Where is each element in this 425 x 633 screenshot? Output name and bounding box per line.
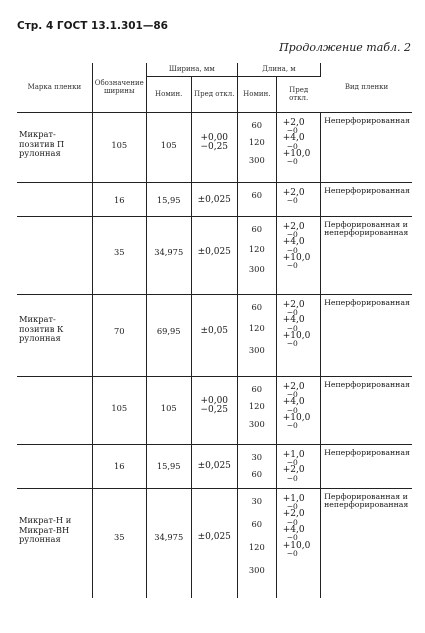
length-tol-value: +10,0 [282, 540, 311, 551]
cell-mark: Микрат-позитив К рулонная [17, 294, 92, 376]
length-tol-value: −0 [286, 473, 298, 483]
cell-width-nom: 15,95 [146, 444, 191, 488]
cell-type: Неперфорированная [321, 112, 412, 182]
cell-mark [17, 376, 92, 444]
length-value: 60 [251, 469, 263, 480]
cell-width-tol [191, 444, 237, 488]
col-type: Вид пленки [321, 63, 412, 112]
width-tol-value: ±0,025 [197, 461, 231, 472]
length-tol-value: +2,0 [282, 381, 305, 392]
width-tol-value: +0,00 [200, 395, 229, 406]
col-mark: Марка пленки [17, 63, 92, 112]
cell-length-tol [276, 182, 320, 216]
cell-mark [17, 444, 92, 488]
length-tol-value: −0 [286, 323, 298, 333]
cell-mark [17, 216, 92, 294]
length-tol-value: +2,0 [282, 187, 305, 198]
table-row [17, 376, 412, 444]
cell-type: Неперфорированная [321, 294, 412, 376]
length-tol-value: +4,0 [282, 237, 305, 248]
length-value: 60 [251, 383, 263, 394]
length-tol-value: −0 [286, 196, 298, 206]
length-value: 60 [251, 301, 263, 312]
length-tol-value: −0 [286, 458, 298, 468]
width-tol-value: ±0,025 [197, 531, 231, 542]
cell-code: 105 [92, 112, 146, 182]
length-tol-value: −0 [286, 339, 298, 349]
length-tol-value: −0 [286, 157, 298, 167]
cell-mark [17, 182, 92, 216]
cell-width-tol [191, 182, 237, 216]
cell-length-tol [276, 112, 320, 182]
length-value: 120 [248, 243, 265, 254]
length-tol-value: +2,0 [282, 509, 305, 520]
width-tol-value: −0,25 [200, 404, 229, 415]
cell-type: Неперфорированная [321, 444, 412, 488]
width-tol-value: +0,00 [200, 132, 229, 143]
cell-code: 16 [92, 444, 146, 488]
length-value: 60 [251, 189, 263, 200]
cell-width-nom: 69,95 [146, 294, 191, 376]
length-tol-value: −0 [286, 141, 298, 151]
length-value: 120 [248, 323, 265, 334]
cell-code: 35 [92, 488, 146, 598]
length-tol-value: +10,0 [282, 412, 311, 423]
width-tol-value: ±0,025 [197, 246, 231, 257]
cell-width-nom: 105 [146, 112, 191, 182]
col-width-nom: Номин. [146, 76, 191, 112]
col-width-tol: Пред откл. [191, 76, 237, 112]
table-row [17, 182, 412, 216]
length-value: 300 [248, 263, 265, 274]
length-tol-value: +4,0 [282, 524, 305, 535]
table-row [17, 294, 412, 376]
length-value: 300 [248, 418, 265, 429]
length-tol-value: −0 [286, 261, 298, 271]
cell-length-nom [237, 112, 276, 182]
length-value: 60 [251, 223, 263, 234]
width-tol-value: ±0,05 [200, 326, 229, 337]
cell-code: 105 [92, 376, 146, 444]
length-tol-value: +10,0 [282, 330, 311, 341]
length-value: 300 [248, 344, 265, 355]
length-tol-value: −0 [286, 126, 298, 136]
table-row [17, 216, 412, 294]
length-tol-value: +1,0 [282, 493, 305, 504]
cell-width-nom: 105 [146, 376, 191, 444]
length-value: 300 [248, 154, 265, 165]
length-tol-value: +4,0 [282, 315, 305, 326]
cell-length-tol [276, 376, 320, 444]
cell-code: 16 [92, 182, 146, 216]
length-value: 300 [248, 564, 265, 575]
cell-mark: Микрат-Н и Микрат-ВН рулонная [17, 488, 92, 598]
cell-width-tol [191, 488, 237, 598]
length-value: 30 [251, 451, 263, 462]
cell-length-tol [276, 444, 320, 488]
length-tol-value: −0 [286, 390, 298, 400]
cell-width-nom: 34,975 [146, 216, 191, 294]
length-value: 120 [248, 541, 265, 552]
length-tol-value: −0 [286, 421, 298, 431]
length-tol-value: −0 [286, 245, 298, 255]
cell-length-nom [237, 444, 276, 488]
cell-type: Перфорированная и неперфорированная [321, 488, 412, 598]
length-tol-value: +4,0 [282, 397, 305, 408]
table-row [17, 112, 412, 182]
cell-width-nom: 34,975 [146, 488, 191, 598]
table-row [17, 488, 412, 598]
cell-width-tol [191, 376, 237, 444]
cell-width-nom: 15,95 [146, 182, 191, 216]
cell-length-tol [276, 294, 320, 376]
col-length-tol: Пред откл. [276, 76, 320, 112]
length-tol-value: −0 [286, 230, 298, 240]
length-value: 60 [251, 119, 263, 130]
length-value: 120 [248, 137, 265, 148]
col-length-nom: Номин. [237, 76, 276, 112]
cell-code: 70 [92, 294, 146, 376]
length-tol-value: +1,0 [282, 449, 305, 460]
col-length-group: Длина, м [237, 63, 320, 76]
cell-mark: Микрат-позитив П рулонная [17, 112, 92, 182]
cell-type: Перфорированная и неперфорированная [321, 216, 412, 294]
cell-length-nom [237, 182, 276, 216]
cell-length-tol [276, 216, 320, 294]
length-tol-value: +2,0 [282, 221, 305, 232]
cell-type: Неперфорированная [321, 376, 412, 444]
length-tol-value: +10,0 [282, 252, 311, 263]
length-value: 60 [251, 518, 263, 529]
cell-width-tol [191, 294, 237, 376]
cell-length-nom [237, 376, 276, 444]
width-tol-value: −0,25 [200, 141, 229, 152]
film-table [17, 63, 412, 598]
length-tol-value: −0 [286, 533, 298, 543]
length-tol-value: −0 [286, 308, 298, 318]
length-tol-value: −0 [286, 502, 298, 512]
cell-width-tol [191, 216, 237, 294]
cell-length-tol [276, 488, 320, 598]
length-tol-value: +2,0 [282, 299, 305, 310]
length-tol-value: +10,0 [282, 148, 311, 159]
cell-type: Неперфорированная [321, 182, 412, 216]
page-header: Стр. 4 ГОСТ 13.1.301—86 [17, 20, 168, 32]
length-tol-value: +4,0 [282, 133, 305, 144]
table-row [17, 444, 412, 488]
col-width-group: Ширина, мм [146, 63, 237, 76]
cell-length-nom [237, 216, 276, 294]
length-tol-value: −0 [286, 517, 298, 527]
length-tol-value: +2,0 [282, 465, 305, 476]
width-tol-value: ±0,025 [197, 195, 231, 206]
length-value: 30 [251, 495, 263, 506]
cell-length-nom [237, 488, 276, 598]
length-value: 120 [248, 401, 265, 412]
length-tol-value: −0 [286, 549, 298, 559]
cell-code: 35 [92, 216, 146, 294]
length-tol-value: +2,0 [282, 117, 305, 128]
col-code: Обозначение ширины [92, 63, 146, 112]
cell-length-nom [237, 294, 276, 376]
length-tol-value: −0 [286, 405, 298, 415]
table-continuation: Продолжение табл. 2 [279, 41, 411, 54]
cell-width-tol [191, 112, 237, 182]
